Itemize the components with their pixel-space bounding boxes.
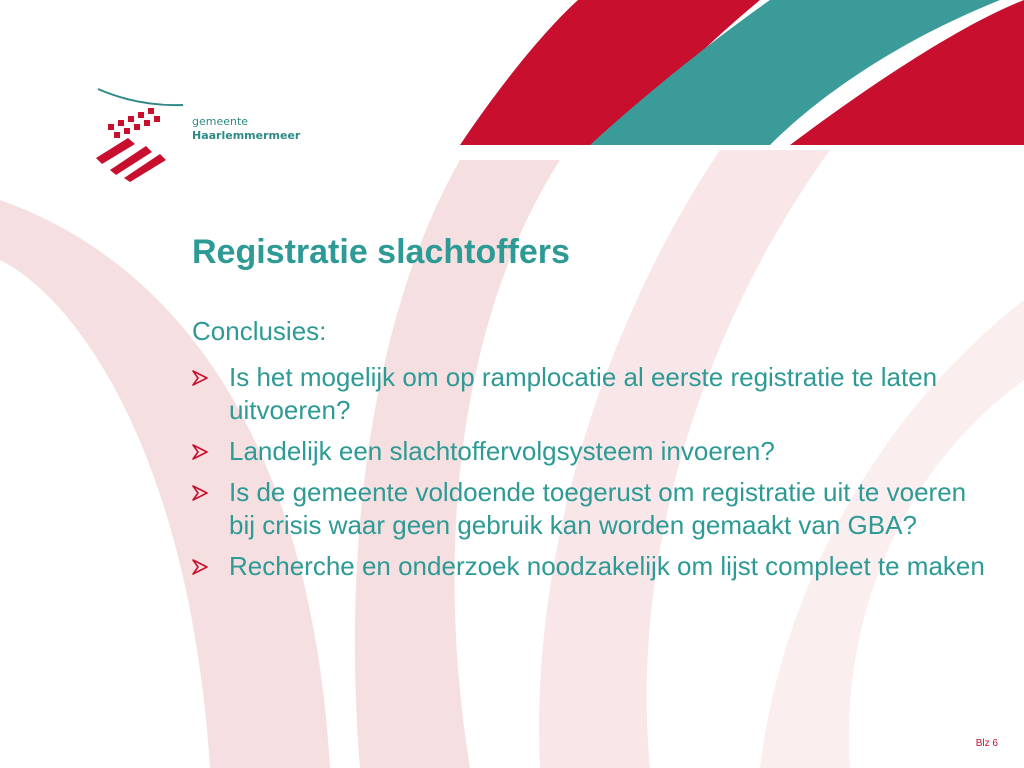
bullet-text: Is het mogelijk om op ramplocatie al eerste registratie te laten uitvoeren? (229, 362, 938, 425)
arrow-bullet-icon (192, 370, 208, 386)
bullet-item (192, 435, 992, 468)
arrow-bullet-icon (192, 559, 208, 575)
bullet-text: Recherche en onderzoek noodzakelijk om lijst compleet te maken (229, 551, 985, 581)
bullet-text: Is de gemeente voldoende toegerust om registratie uit te voeren bij crisis waar geen gebruik kan worden gemaakt van GBA? (229, 477, 967, 540)
bullet-list (192, 361, 992, 591)
bullet-item (192, 361, 992, 427)
organization-name-line2: Haarlemmermeer (192, 129, 301, 142)
logo-arc (98, 89, 183, 105)
page-number: Blz 6 (975, 738, 998, 749)
arrow-bullet-icon (192, 444, 208, 460)
bullet-item (192, 476, 992, 542)
arrow-bullet-icon (192, 485, 208, 501)
slide-subheading: Conclusies: (192, 316, 327, 346)
slide-title: Registratie slachtoffers (192, 233, 570, 271)
bullet-item (192, 550, 992, 583)
organization-name-line1: gemeente (192, 115, 249, 128)
bullet-text: Landelijk een slachtoffervolgsysteem invoeren? (229, 436, 775, 466)
logo-mark (96, 108, 166, 182)
